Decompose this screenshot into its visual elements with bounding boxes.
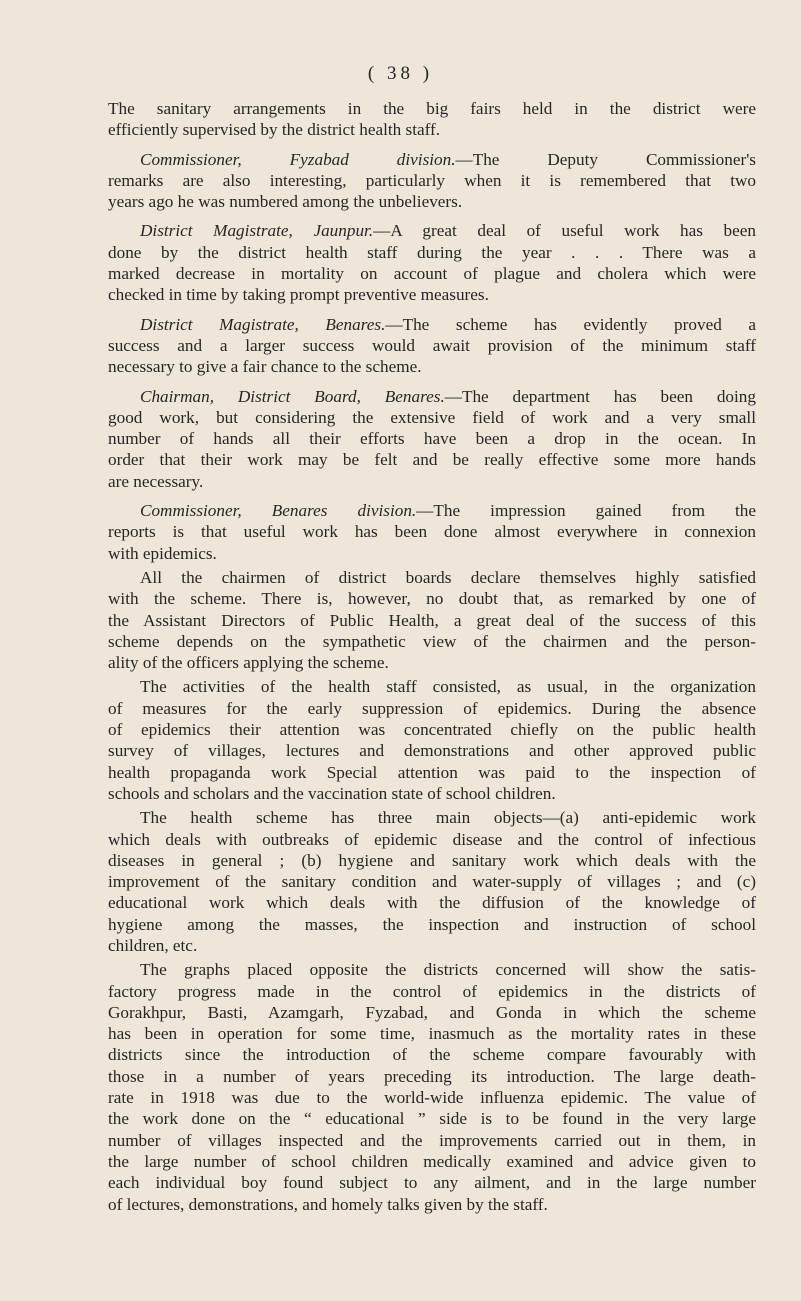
paragraph [108, 98, 756, 141]
line-text: with epidemics. [108, 543, 217, 563]
text-line [108, 652, 756, 673]
text-line [108, 1066, 756, 1087]
line-text: improvement of the sanitary condition and water-supply of villages ; and (c) [108, 872, 756, 892]
line-text: has been in operation for some time, inasmuch as the mortality rates in these [108, 1024, 756, 1044]
line-text: —The department has been doing [444, 386, 756, 406]
line-text: done by the district health staff during the year . . . There was a [108, 242, 756, 262]
line-text: The health scheme has three main objects—(a) anti-epidemic work [140, 808, 756, 828]
text-line [108, 1172, 756, 1193]
line-text: survey of villages, lectures and demonstrations and other approved public [108, 741, 756, 761]
text-line [108, 521, 756, 542]
text-line [108, 1151, 756, 1172]
page-number: ( 38 ) [367, 63, 434, 84]
line-text: rate in 1918 was due to the world-wide influenza epidemic. The value of [108, 1088, 756, 1108]
line-text: of measures for the early suppression of epidemics. During the absence [108, 698, 756, 718]
text-line [108, 191, 756, 212]
text-line [108, 740, 756, 761]
text-line [108, 1108, 756, 1129]
line-text: years ago he was numbered among the unbelievers. [108, 192, 463, 212]
line-text: schools and scholars and the vaccination state of school children. [108, 783, 556, 803]
text-line [108, 567, 756, 588]
text-line [108, 335, 756, 356]
text-line [108, 698, 756, 719]
text-line [108, 407, 756, 428]
text-line [108, 119, 756, 140]
line-text: —The Deputy Commissioner's [455, 149, 756, 169]
paragraph-heading: Chairman, District Board, Benares. [140, 386, 445, 406]
paragraph [108, 386, 756, 492]
text-line [108, 807, 756, 828]
text-line [108, 610, 756, 631]
line-text: ality of the officers applying the scheme. [108, 653, 389, 673]
line-text: districts since the introduction of the scheme compare favourably with [108, 1045, 756, 1065]
line-text: All the chairmen of district boards declare themselves highly satisfied [140, 567, 756, 587]
body-text [108, 98, 756, 1218]
text-line [108, 783, 756, 804]
line-text: diseases in general ; (b) hygiene and sanitary work which deals with the [108, 850, 756, 870]
text-line [108, 892, 756, 913]
text-line [108, 829, 756, 850]
line-text: are necessary. [108, 471, 204, 491]
paragraph-heading: District Magistrate, Benares. [140, 314, 386, 334]
line-text: the large number of school children medically examined and advice given to [108, 1151, 756, 1171]
line-text: —A great deal of useful work has been [373, 221, 756, 241]
text-line [108, 314, 756, 335]
line-text: number of hands all their efforts have been a drop in the ocean. In [108, 429, 756, 449]
text-line [108, 98, 756, 119]
text-line [108, 386, 756, 407]
paragraph [108, 149, 756, 213]
line-text: the work done on the “ educational ” side is to be found in the very large [108, 1109, 756, 1129]
text-line [108, 959, 756, 980]
text-line [108, 149, 756, 170]
text-line [108, 170, 756, 191]
line-text: educational work which deals with the diffusion of the knowledge of [108, 893, 756, 913]
line-text: checked in time by taking prompt preventive measures. [108, 285, 489, 305]
text-line [108, 543, 756, 564]
line-text: hygiene among the masses, the inspection and instruction of school [108, 914, 756, 934]
line-text: necessary to give a fair chance to the scheme. [108, 357, 422, 377]
line-text: of epidemics their attention was concentrated chiefly on the public health [108, 720, 756, 740]
line-text: success and a larger success would await provision of the minimum staff [108, 335, 756, 355]
text-line [108, 762, 756, 783]
paragraph-heading: Commissioner, Fyzabad division. [140, 149, 456, 169]
line-text: Gorakhpur, Basti, Azamgarh, Fyzabad, and Gonda in which the scheme [108, 1002, 756, 1022]
line-text: The activities of the health staff consisted, as usual, in the organization [140, 677, 756, 697]
text-line [108, 500, 756, 521]
text-line [108, 284, 756, 305]
line-text: health propaganda work Special attention was paid to the inspection of [108, 762, 756, 782]
line-text: marked decrease in mortality on account of plague and cholera which were [108, 264, 756, 284]
text-line [108, 263, 756, 284]
line-text: the Assistant Directors of Public Health, a great deal of the success of this [108, 610, 756, 630]
text-line [108, 719, 756, 740]
text-line [108, 871, 756, 892]
paragraph-heading: Commissioner, Benares division. [140, 501, 417, 521]
text-line [108, 588, 756, 609]
text-line [108, 914, 756, 935]
paragraph-heading: District Magistrate, Jaunpur. [140, 221, 374, 241]
paragraph [108, 220, 756, 305]
line-text: efficiently supervised by the district health staff. [108, 120, 441, 140]
paragraph [108, 676, 756, 804]
paragraph [108, 500, 756, 564]
text-line [108, 1130, 756, 1151]
text-line [108, 981, 756, 1002]
text-line [108, 1023, 756, 1044]
paragraph [108, 567, 756, 673]
line-text: reports is that useful work has been done almost everywhere in connexion [108, 522, 756, 542]
line-text: remarks are also interesting, particularly when it is remembered that two [108, 170, 756, 190]
text-line [108, 935, 756, 956]
paragraph [108, 314, 756, 378]
text-line [108, 1194, 756, 1215]
line-text: order that their work may be felt and be really effective some more hands [108, 450, 756, 470]
line-text: The graphs placed opposite the districts concerned will show the satis- [140, 960, 756, 980]
text-line [108, 449, 756, 470]
line-text: The sanitary arrangements in the big fairs held in the district were [108, 99, 756, 118]
text-line [108, 471, 756, 492]
line-text: good work, but considering the extensive field of work and a very small [108, 407, 756, 427]
paragraph [108, 959, 756, 1215]
text-line [108, 242, 756, 263]
line-text: —The scheme has evidently proved a [385, 314, 757, 334]
text-line [108, 676, 756, 697]
text-line [108, 356, 756, 377]
line-text: of lectures, demonstrations, and homely talks given by the staff. [108, 1194, 548, 1214]
line-text: which deals with outbreaks of epidemic disease and the control of infectious [108, 829, 756, 849]
line-text: each individual boy found subject to any ailment, and in the large number [108, 1173, 756, 1193]
text-line [108, 1087, 756, 1108]
text-line [108, 220, 756, 241]
text-line [108, 1002, 756, 1023]
text-line [108, 428, 756, 449]
text-line [108, 850, 756, 871]
paragraph [108, 807, 756, 956]
line-text: —The impression gained from the [416, 501, 756, 521]
line-text: children, etc. [108, 935, 198, 955]
line-text: number of villages inspected and the improvements carried out in them, in [108, 1130, 756, 1150]
line-text: those in a number of years preceding its introduction. The large death- [108, 1066, 756, 1086]
line-text: scheme depends on the sympathetic view of the chairmen and the person- [108, 631, 756, 651]
line-text: factory progress made in the control of epidemics in the districts of [108, 981, 756, 1001]
line-text: with the scheme. There is, however, no doubt that, as remarked by one of [108, 589, 756, 609]
text-line [108, 631, 756, 652]
text-line [108, 1044, 756, 1065]
